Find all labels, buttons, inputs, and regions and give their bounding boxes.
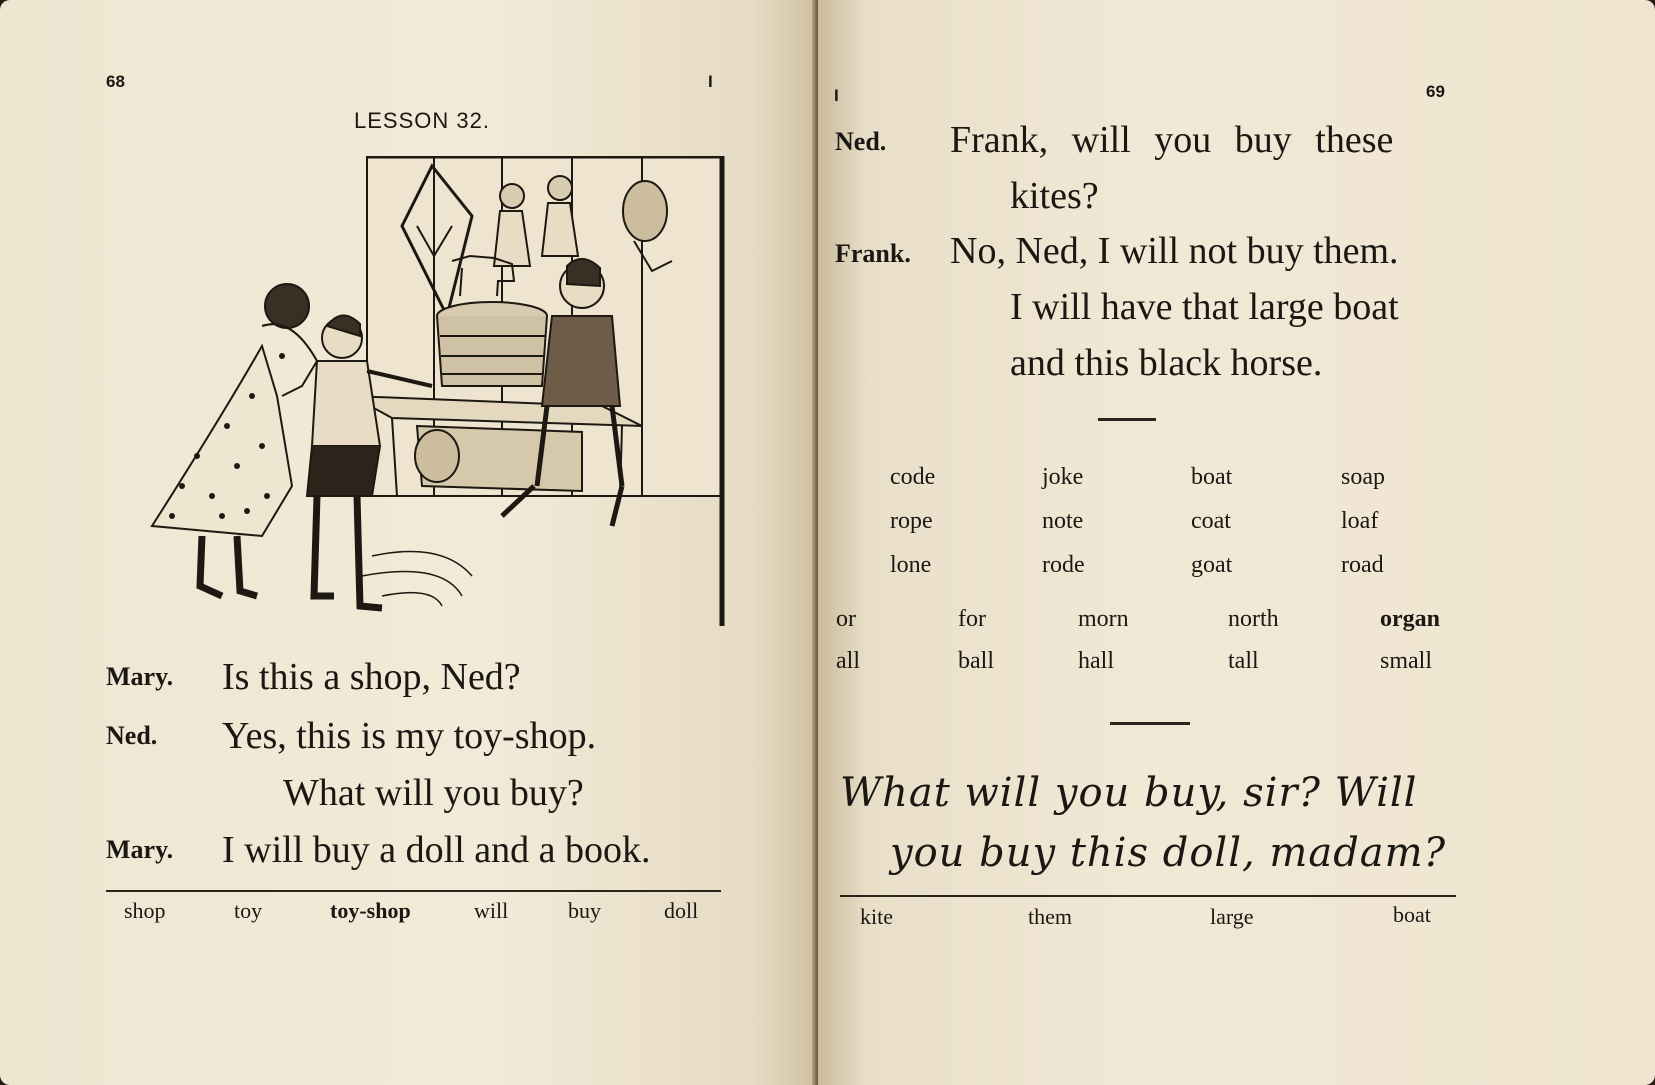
phonics-word: organ: [1380, 606, 1440, 632]
phonics-word: ball: [958, 648, 994, 674]
speaker-label: Mary.: [106, 835, 174, 864]
vocab-word: boat: [1393, 902, 1431, 927]
vocab-word: will: [474, 898, 509, 923]
section-divider: [1098, 418, 1156, 421]
script-line: you buy this doll, madam?: [890, 830, 1447, 876]
phonics-word: code: [890, 464, 936, 490]
script-line: What will you buy, sir? Will: [840, 770, 1418, 816]
section-divider: [1110, 722, 1190, 725]
dialogue-line: Frank, will you buy these: [950, 119, 1394, 161]
phonics-word: small: [1380, 648, 1432, 674]
phonics-word: coat: [1191, 508, 1231, 534]
vocab-word: toy-shop: [330, 898, 411, 923]
speaker-label: Frank.: [835, 239, 911, 268]
phonics-word: loaf: [1341, 508, 1379, 534]
phonics-word: rope: [890, 508, 933, 534]
phonics-word: or: [836, 606, 856, 632]
vocabulary-rule: [840, 895, 1456, 897]
vocab-word: buy: [568, 898, 601, 923]
left-page: [0, 0, 820, 1085]
vocab-word: toy: [234, 898, 263, 923]
corner-mark-right: I: [834, 86, 839, 105]
vocab-word: them: [1028, 904, 1072, 929]
dialogue-line: and this black horse.: [1010, 342, 1323, 384]
vocab-word: kite: [860, 904, 893, 929]
phonics-word: lone: [890, 552, 932, 578]
speaker-label: Ned.: [835, 127, 887, 156]
phonics-word: for: [958, 606, 986, 632]
dialogue-line: Yes, this is my toy-shop.: [222, 715, 597, 757]
phonics-word: note: [1042, 508, 1084, 534]
phonics-word: rode: [1042, 552, 1085, 578]
speaker-label: Mary.: [106, 662, 174, 691]
phonics-word: tall: [1228, 648, 1259, 674]
phonics-word: road: [1341, 552, 1384, 578]
right-page: [818, 0, 1655, 1085]
speaker-label: Ned.: [106, 721, 158, 750]
page-number-left: 68: [106, 72, 125, 91]
phonics-word: joke: [1042, 464, 1084, 490]
phonics-word: morn: [1078, 606, 1129, 632]
phonics-word: hall: [1078, 648, 1114, 674]
phonics-word: soap: [1341, 464, 1385, 490]
dialogue-line: kites?: [1010, 175, 1099, 217]
dialogue-line: I will have that large boat: [1010, 286, 1399, 328]
dialogue-line: What will you buy?: [283, 772, 584, 814]
phonics-word: north: [1228, 606, 1279, 632]
dialogue-line: I will buy a doll and a book.: [222, 829, 651, 871]
phonics-word: boat: [1191, 464, 1233, 490]
vocab-word: shop: [124, 898, 166, 923]
toy-shop-illustration: [142, 156, 742, 656]
phonics-word: goat: [1191, 552, 1233, 578]
page-number-right: 69: [1426, 82, 1445, 101]
dialogue-line: No, Ned, I will not buy them.: [950, 230, 1399, 272]
vocab-word: doll: [664, 898, 699, 923]
lesson-title: LESSON 32.: [354, 108, 490, 133]
vocab-word: large: [1210, 904, 1254, 929]
dialogue-line: Is this a shop, Ned?: [222, 656, 521, 698]
vocabulary-rule: [106, 890, 721, 892]
corner-mark-left: I: [708, 72, 713, 91]
phonics-word: all: [836, 648, 860, 674]
